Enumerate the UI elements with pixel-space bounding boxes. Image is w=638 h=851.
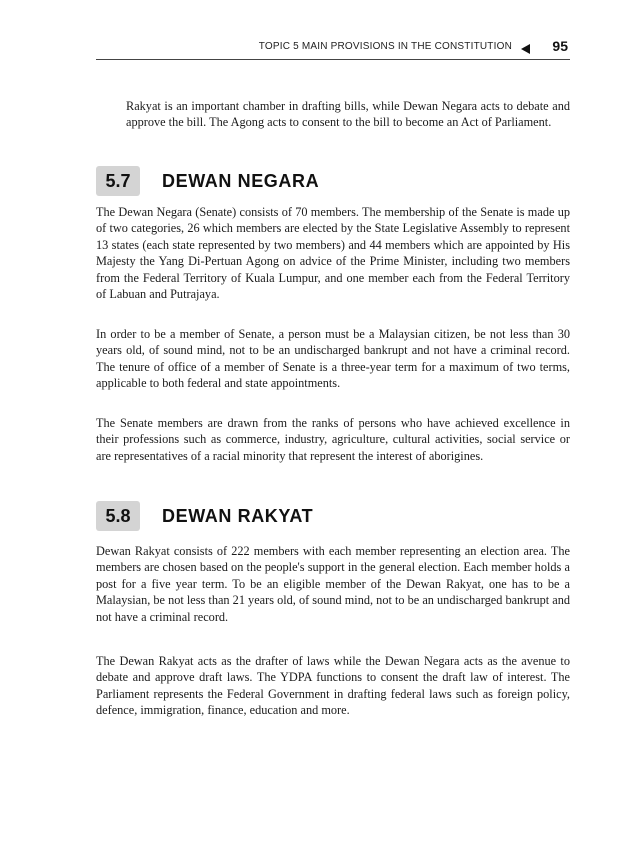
section-title: DEWAN NEGARA: [162, 171, 320, 191]
running-title: TOPIC 5 MAIN PROVISIONS IN THE CONSTITUTION: [258, 41, 512, 52]
left-triangle-icon: [521, 44, 530, 54]
body-paragraph: Dewan Rakyat consists of 222 members with each member representing an election area. The members are chosen based on the people's support in the general election. Each member holds a post for a five year term. To be an eligible member of the Dewan Rakyat, one has to be a Malaysian, be not less than 21 years old, of sound mind, not to be an undischarged bankrupt and not have a criminal record.: [96, 544, 570, 624]
intro-paragraph: Rakyat is an important chamber in drafting bills, while Dewan Negara acts to debate and approve the bill. The Agong acts to consent to the bill to become an Act of Parliament.: [126, 99, 570, 130]
body-paragraph: The Dewan Negara (Senate) consists of 70 members. The membership of the Senate is made up of two categories, 26 which members are elected by the State Legislative Assembly to represent 13 states (each state represented by two members) and 44 members which are appointed by His Majesty the Yang Di-Pertuan Agong on advice of the Prime Minister, including two members from the Federal Territory of Kuala Lumpur, and one member each from the Federal Territory of Labuan and Putrajaya.: [96, 205, 570, 302]
running-header: [96, 38, 570, 60]
section-title: DEWAN RAKYAT: [162, 506, 314, 526]
body-paragraph: In order to be a member of Senate, a person must be a Malaysian citizen, be not less than 30 years old, of sound mind, not to be an undischarged bankrupt and not have a criminal record. The tenure of office of a member of Senate is a three-year term for a maximum of two terms, applicable to both federal and state appointments.: [96, 327, 570, 391]
body-paragraph: The Senate members are drawn from the ranks of persons who have achieved excellence in their professions such as commerce, industry, agriculture, cultural activities, social service or are representatives of a racial minority that represent the interest of aborigines.: [96, 416, 570, 463]
header-divider: [96, 59, 570, 60]
section-number: 5.8: [96, 501, 140, 531]
body-paragraph: The Dewan Rakyat acts as the drafter of laws while the Dewan Negara acts as the avenue to debate and approve draft laws. The YDPA functions to consent the draft law of interest. The Parliament represents the Federal Government in drafting federal laws such as foreign policy, defence, immigration, finance, education and more.: [96, 654, 570, 718]
page-number: 95: [552, 38, 568, 54]
section-number: 5.7: [96, 166, 140, 196]
